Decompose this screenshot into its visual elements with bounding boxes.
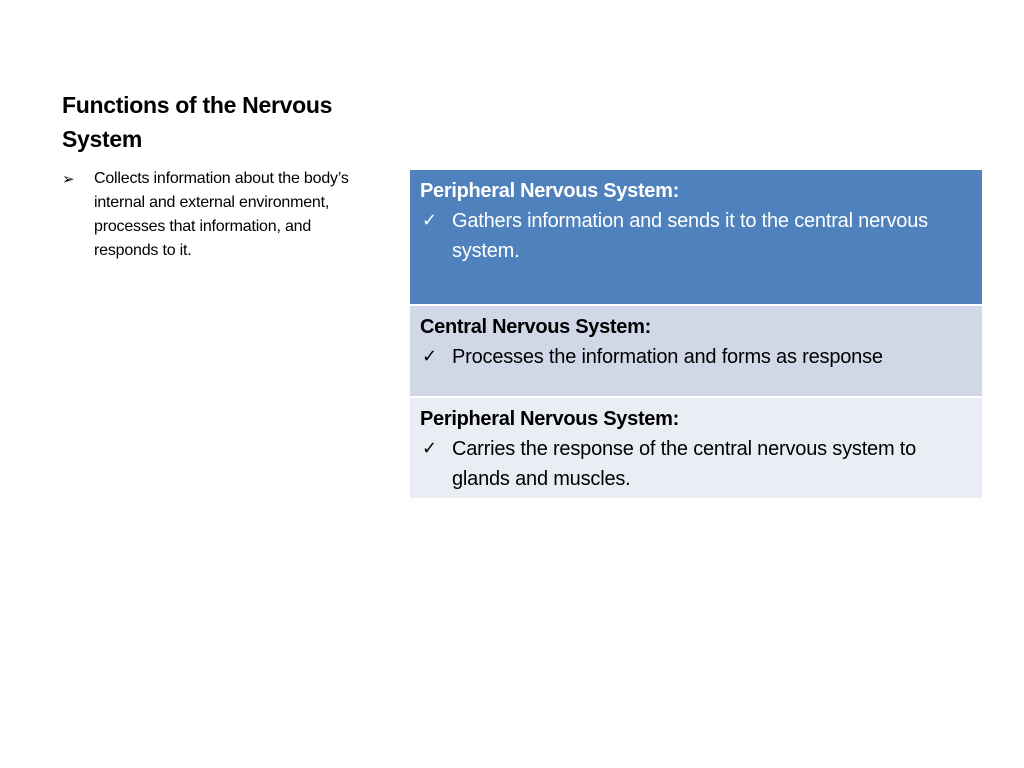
row-point-text: Processes the information and forms as response — [452, 346, 883, 368]
row-point — [420, 206, 972, 266]
row-point-text: Gathers information and sends it to the central nervous system. — [452, 210, 928, 262]
table-cell — [410, 170, 982, 305]
checkmark-icon: ✓ — [422, 210, 437, 231]
bullet-list — [62, 167, 362, 263]
row-heading: Peripheral Nervous System: — [420, 180, 679, 202]
nervous-system-table — [410, 170, 982, 498]
table-cell — [410, 397, 982, 498]
row-point — [420, 434, 972, 494]
table-row-peripheral-output — [410, 397, 982, 498]
row-point — [420, 342, 972, 372]
bullet-item — [62, 167, 362, 263]
bullet-text: Collects information about the body’s internal and external environment, processes that information, and responds to it. — [94, 170, 349, 259]
row-heading: Peripheral Nervous System: — [420, 408, 679, 430]
table-row-central — [410, 305, 982, 397]
checkmark-icon: ✓ — [422, 438, 437, 459]
table-row-peripheral-input — [410, 170, 982, 305]
arrowhead-bullet-icon: ➢ — [62, 170, 75, 188]
checkmark-icon: ✓ — [422, 346, 437, 367]
slide-title: Functions of the Nervous System — [62, 92, 333, 152]
row-point-text: Carries the response of the central nervous system to glands and muscles. — [452, 438, 917, 490]
table-cell — [410, 305, 982, 397]
row-heading: Central Nervous System: — [420, 316, 651, 338]
